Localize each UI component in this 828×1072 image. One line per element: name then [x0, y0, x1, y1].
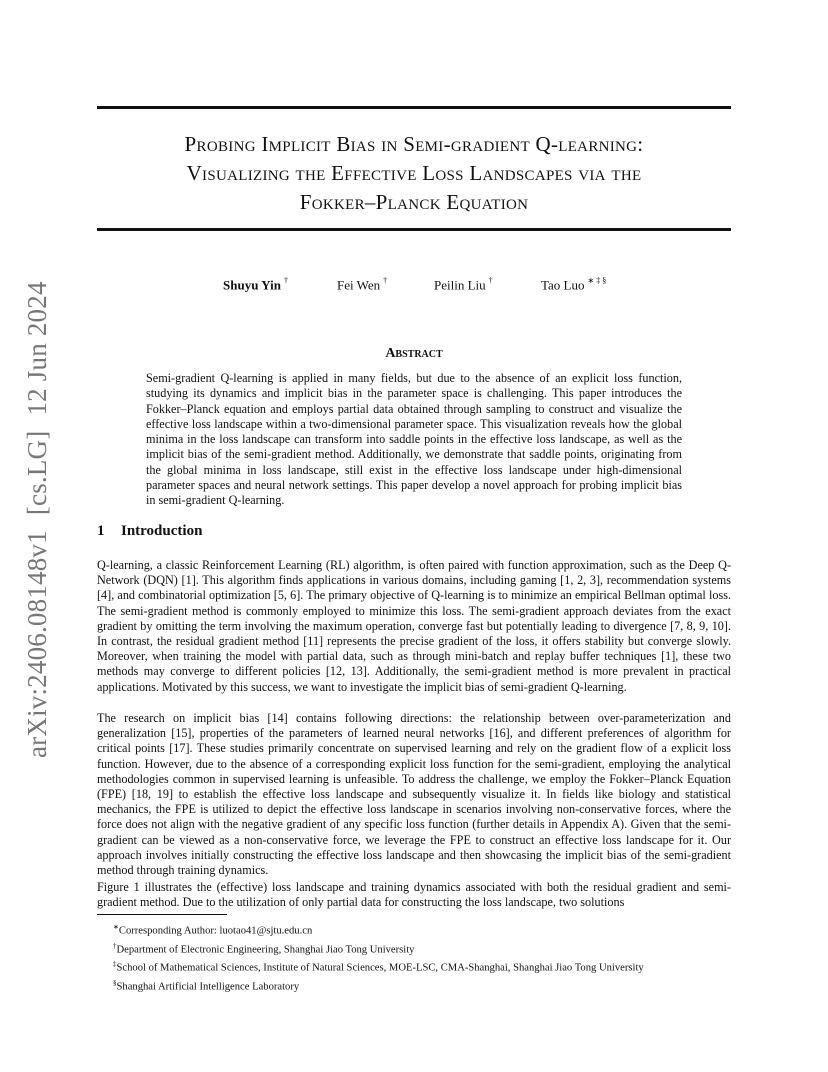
title-top-rule: [97, 106, 731, 109]
body-paragraph: Q-learning, a classic Reinforcement Learning (RL) algorithm, is often paired with function approximation, such as the Deep Q-Network (DQN) [1]. This algorithm finds applications in various domains, including gaming [1, 2, 3], recommendation systems [4], and combinatorial optimization [5, 6]. The primary objective of Q-learning is to minimize an empirical Bellman optimal loss. The semi-gradient method is commonly employed to minimize this loss. The semi-gradient approach deviates from the exact gradient by omitting the term involving the maximum operation, converge fast but potentially leading to divergence [7, 8, 9, 10]. In contrast, the residual gradient method [11] represents the precise gradient of the loss, it offers stability but converge slowly. Moreover, when training the model with partial data, such as through mini-batch and replay buffer techniques [1], these two methods may converge to different policies [12, 13]. Additionally, the semi-gradient method is more prevalent in practical applications. Motivated by this success, we want to investigate the implicit bias of semi-gradient Q-learning.: [97, 558, 731, 694]
title-line: Probing Implicit Bias in Semi-gradient Q-learning:: [184, 132, 644, 156]
abstract-heading: Abstract: [385, 346, 443, 361]
paper-title: [97, 130, 731, 217]
footnote-rule: [97, 914, 227, 915]
section-number: 1: [97, 523, 105, 539]
body-paragraph: Figure 1 illustrates the (effective) loss landscape and training dynamics associated with both the residual gradient and semi-gradient method. Due to the utilization of only partial data for constructing the loss landscape, two solutions: [97, 880, 731, 910]
arxiv-id: arXiv:2406.08148v1: [22, 530, 52, 758]
author-affiliation-marks: ∗ ‡ §: [587, 276, 607, 285]
section-heading: [97, 523, 202, 540]
title-line: Fokker–Planck Equation: [299, 190, 529, 214]
footnote: §Shanghai Artificial Intelligence Laboratory: [113, 978, 300, 993]
arxiv-side-stamp: [22, 266, 53, 758]
author-affiliation-marks: †: [383, 276, 388, 285]
footnotes: [113, 920, 644, 994]
author: Tao Luo ∗ ‡ §: [541, 276, 607, 293]
title-line: Visualizing the Effective Loss Landscapes via the: [186, 161, 642, 185]
body-paragraph: The research on implicit bias [14] contains following directions: the relationship between over-parameterization and generalization [15], properties of the parameters of learned neural networks [16], and different preferences of algorithm for critical points [17]. These studies primarily concentrate on supervised learning and rely on the gradient flow of a explicit loss function. However, due to the absence of a corresponding explicit loss function for the semi-gradient, employing the analytical methodologies common in supervised learning is unfeasible. To address the challenge, we employ the Fokker–Planck Equation (FPE) [18, 19] to establish the effective loss landscape and subsequently visualize it. In fields like biology and statistical mechanics, the FPE is utilized to depict the effective loss landscape in scenarios involving non-conservative forces, where the force does not align with the negative gradient of any specific loss function (further details in Appendix A). Given that the semi-gradient can be viewed as a non-conservative force, we leverage the FPE to construct an effective loss landscape for it. Our approach involves initially constructing the effective loss landscape and then showcasing the implicit bias of the semi-gradient method through training dynamics.: [97, 711, 731, 878]
title-bottom-rule: [97, 228, 731, 231]
arxiv-category: [cs.LG]: [22, 430, 52, 516]
author: Shuyu Yin †: [223, 276, 288, 293]
author: Fei Wen †: [337, 276, 388, 293]
arxiv-date: 12 Jun 2024: [22, 281, 52, 416]
footnote: †Department of Electronic Engineering, Shanghai Jiao Tong University: [113, 941, 415, 956]
footnote: ∗Corresponding Author: luotao41@sjtu.edu.cn: [113, 923, 313, 937]
author-affiliation-marks: †: [488, 276, 493, 285]
abstract-text: Semi-gradient Q-learning is applied in many fields, but due to the absence of an explicit loss function, studying its dynamics and implicit bias in the parameter space is challenging. This paper introduces the Fokker–Planck equation and employs partial data obtained through sampling to construct and visualize the effective loss landscape within a two-dimensional parameter space. This visualization reveals how the global minima in the loss landscape can transform into saddle points in the effective loss landscape, as well as the implicit bias of the semi-gradient method. Additionally, we demonstrate that saddle points, originating from the global minima in loss landscape, still exist in the effective loss landscape under high-dimensional parameter spaces and neural network settings. This paper develop a novel approach for probing implicit bias in semi-gradient Q-learning.: [146, 371, 682, 508]
author-affiliation-marks: †: [283, 276, 288, 285]
section-title: Introduction: [121, 523, 203, 539]
footnote: ‡School of Mathematical Sciences, Institute of Natural Sciences, MOE-LSC, CMA-Shanghai, Shanghai Jiao Tong University: [113, 960, 644, 974]
author: Peilin Liu †: [434, 276, 493, 293]
